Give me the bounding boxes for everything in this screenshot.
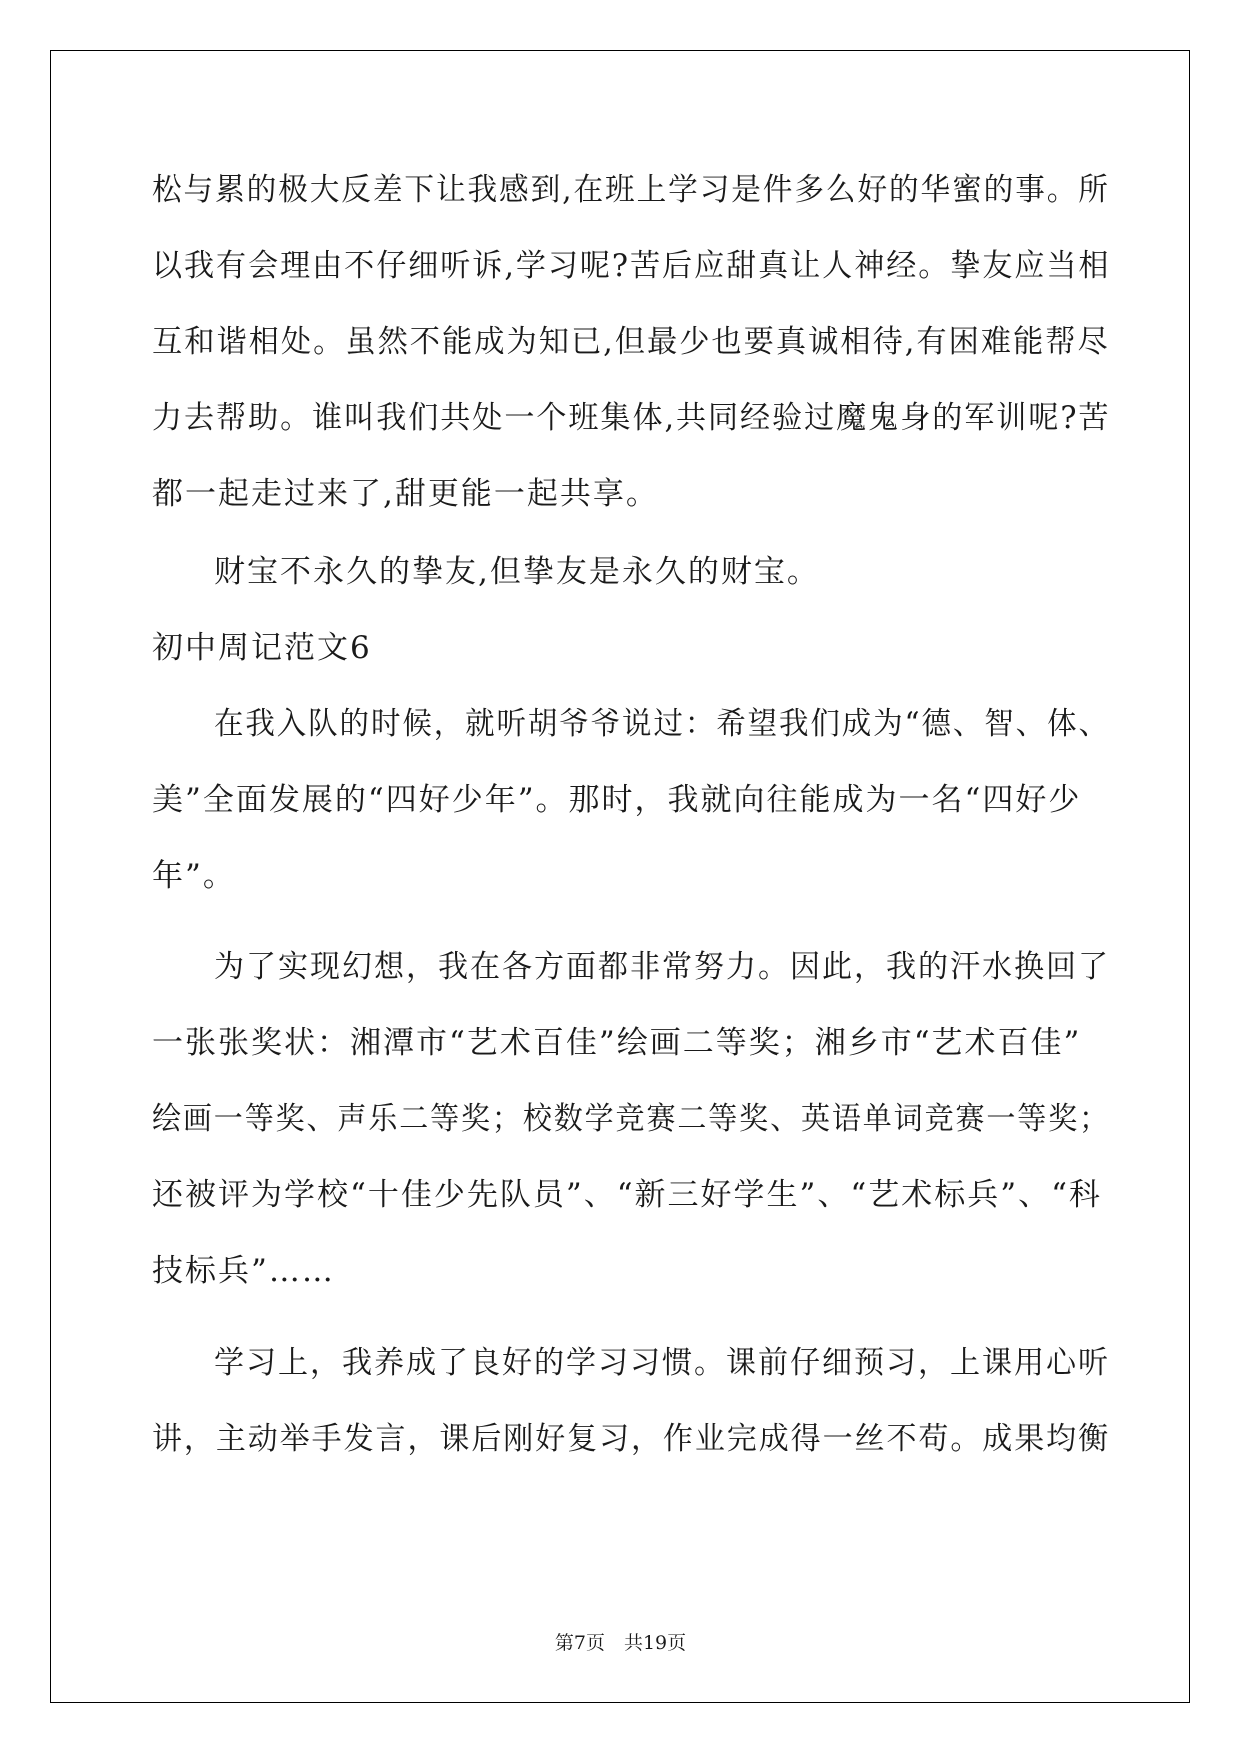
text-line-14: 还被评为学校“十佳少先队员”、“新三好学生”、“艺术标兵”、“科 bbox=[152, 1177, 1102, 1213]
text-line-9: 美”全面发展的“四好少年”。那时，我就向往能成为一名“四好少 bbox=[152, 782, 1082, 818]
page-number: 第7页 共19页 bbox=[554, 1632, 687, 1654]
text-line-11: 为了实现幻想，我在各方面都非常努力。因此，我的汗水换回了 bbox=[214, 949, 1110, 985]
text-line-16: 学习上，我养成了良好的学习习惯。课前仔细预习，上课用心听 bbox=[214, 1345, 1110, 1381]
paragraph-treasure: 财宝不永久的挚友,但挚友是永久的财宝。 bbox=[214, 554, 820, 590]
text-line-15: 技标兵”…… bbox=[152, 1253, 335, 1289]
section-heading: 初中周记范文6 bbox=[152, 630, 372, 666]
text-line-4: 力去帮助。谁叫我们共处一个班集体,共同经验过魔鬼身的军训呢?苦 bbox=[152, 400, 1111, 436]
text-line-5: 都一起走过来了,甜更能一起共享。 bbox=[152, 476, 659, 512]
text-line-17: 讲，主动举手发言，课后刚好复习，作业完成得一丝不苟。成果均衡 bbox=[152, 1421, 1110, 1457]
text-line-2: 以我有会理由不仔细听诉,学习呢?苦后应甜真让人神经。挚友应当相 bbox=[152, 248, 1111, 284]
text-line-10: 年”。 bbox=[152, 858, 236, 894]
text-line-12: 一张张奖状：湘潭市“艺术百佳”绘画二等奖；湘乡市“艺术百佳” bbox=[152, 1025, 1082, 1061]
text-line-13: 绘画一等奖、声乐二等奖；校数学竞赛二等奖、英语单词竞赛一等奖； bbox=[152, 1101, 1110, 1137]
text-line-3: 互和谐相处。虽然不能成为知已,但最少也要真诚相待,有困难能帮尽 bbox=[152, 324, 1110, 360]
text-line-1: 松与累的极大反差下让我感到,在班上学习是件多么好的华蜜的事。所 bbox=[152, 172, 1110, 208]
text-line-8: 在我入队的时候，就听胡爷爷说过：希望我们成为“德、智、体、 bbox=[214, 706, 1110, 742]
